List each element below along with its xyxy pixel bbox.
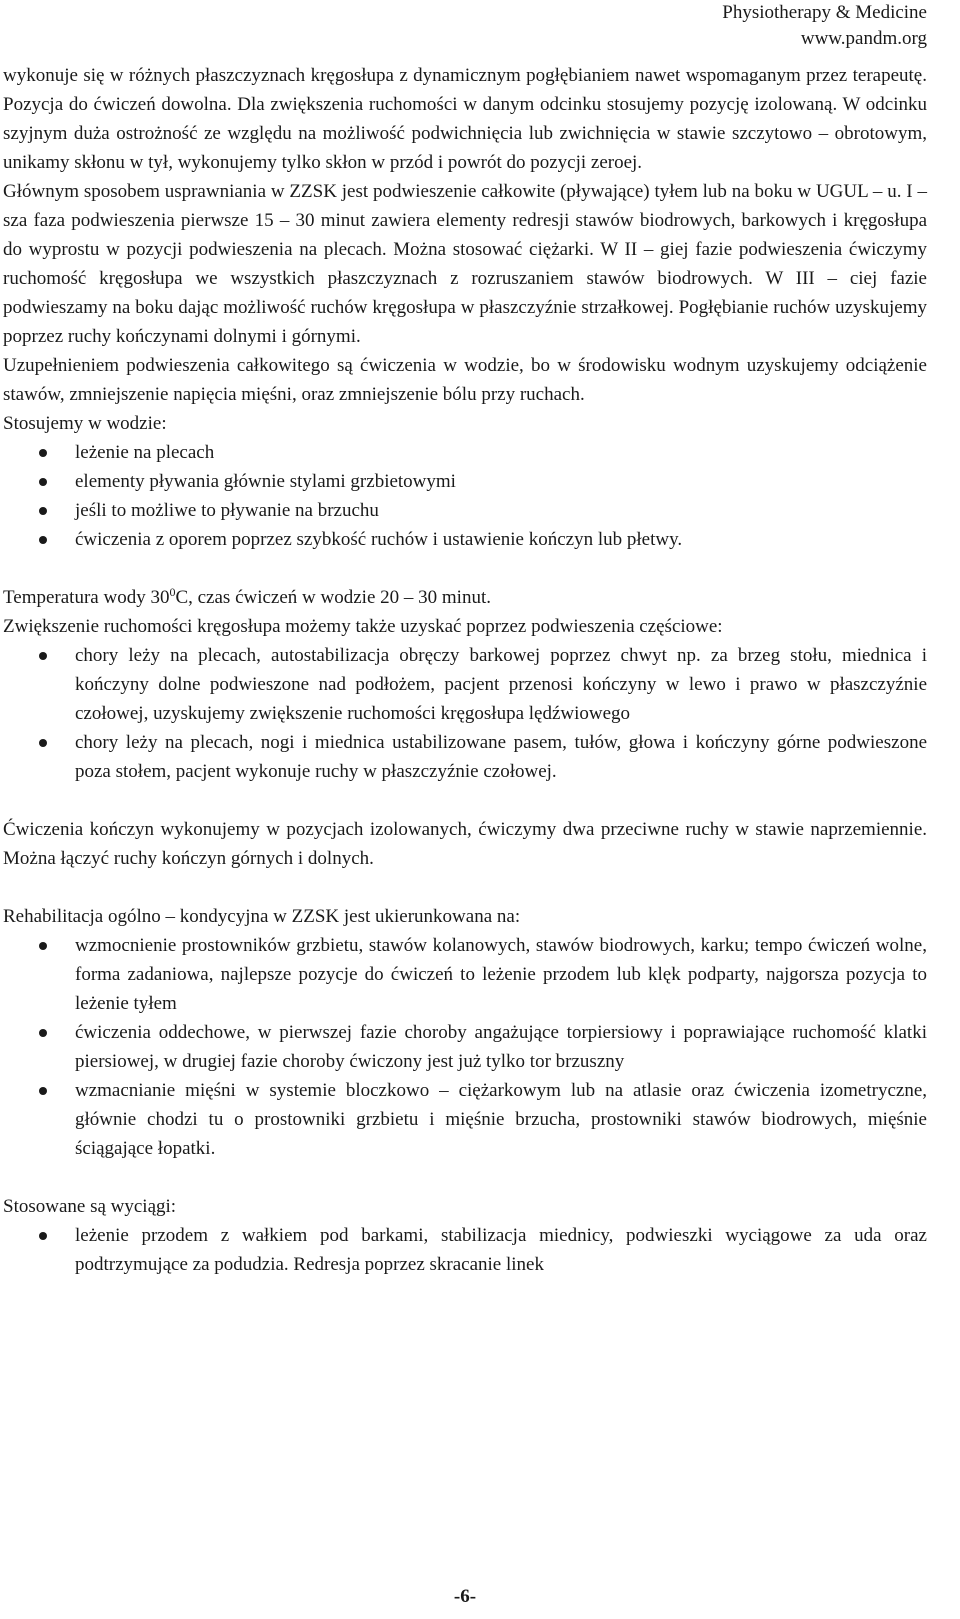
list-item: chory leży na plecach, nogi i miednica ustabilizowane pasem, tułów, głowa i kończyny górne podwieszone poza stołem, pacjent wykonuje ruchy w płaszczyźnie czołowej. bbox=[3, 728, 927, 786]
spacer bbox=[3, 873, 927, 902]
traction-list bbox=[3, 1221, 927, 1279]
degree-superscript: 0 bbox=[169, 585, 176, 599]
list-item: ćwiczenia oddechowe, w pierwszej fazie choroby angażujące torpiersiowy i poprawiające ruchomość klatki piersiowej, w drugiej fazie choroby ćwiczony jest już tylko tor brzuszny bbox=[3, 1018, 927, 1076]
list-item: leżenie przodem z wałkiem pod barkami, stabilizacja miednicy, podwieszki wyciągowe za uda oraz podtrzymujące za podudzia. Redresja poprzez skracanie linek bbox=[3, 1221, 927, 1279]
spacer bbox=[3, 1163, 927, 1192]
list-item: ćwiczenia z oporem poprzez szybkość ruchów i ustawienie kończyn lub płetwy. bbox=[3, 525, 927, 554]
list-item: chory leży na plecach, autostabilizacja obręczy barkowej poprzez chwyt np. za brzeg stołu, miednica i kończyny dolne podwieszone nad podłożem, pacjent przenosi kończyny w lewo i prawo w płaszczyźnie czołowej, uzyskujemy zwiększenie ruchomości kręgosłupa lędźwiowego bbox=[3, 641, 927, 728]
partial-suspension-intro: Zwiększenie ruchomości kręgosłupa możemy także uzyskać poprzez podwieszenia częściowe: bbox=[3, 616, 723, 637]
water-list bbox=[3, 438, 927, 554]
list-item: leżenie na plecach bbox=[3, 438, 927, 467]
journal-title: Physiotherapy & Medicine bbox=[722, 2, 927, 23]
rehab-list bbox=[3, 931, 927, 1163]
page-number: -6- bbox=[453, 1586, 477, 1607]
temperature-text-rest: C, czas ćwiczeń w wodzie 20 – 30 minut. bbox=[175, 587, 491, 608]
page-header bbox=[722, 0, 927, 52]
spacer bbox=[3, 786, 927, 815]
paragraph-mobility: wykonuje się w różnych płaszczyznach kręgosłupa z dynamicznym pogłębianiem nawet wspomaganym przez terapeutę. Pozycja do ćwiczeń dowolna. Dla zwiększenia ruchomości w danym odcinku stosujemy pozycję izolowaną. W odcinku szyjnym duża ostrożność ze względu na możliwość podwichnięcia lub zwichnięcia w stawie szczytowo – obrotowym, unikamy skłonu w tył, wykonujemy tylko skłon w przód i powrót do pozycji zeroej. bbox=[3, 65, 927, 173]
partial-suspension-list bbox=[3, 641, 927, 786]
list-item: jeśli to możliwe to pływanie na brzuchu bbox=[3, 496, 927, 525]
water-list-intro: Stosujemy w wodzie: bbox=[3, 413, 167, 434]
spacer bbox=[3, 554, 927, 583]
rehab-list-intro: Rehabilitacja ogólno – kondycyjna w ZZSK jest ukierunkowana na: bbox=[3, 906, 521, 927]
document-body bbox=[3, 61, 927, 1279]
temperature-text: Temperatura wody 30 bbox=[3, 587, 170, 608]
traction-list-intro: Stosowane są wyciągi: bbox=[3, 1196, 177, 1217]
water-temperature bbox=[3, 583, 927, 612]
journal-url: www.pandm.org bbox=[800, 28, 927, 49]
paragraph-water-exercise: Uzupełnieniem podwieszenia całkowitego są ćwiczenia w wodzie, bo w środowisku wodnym uzyskujemy odciążenie stawów, zmniejszenie napięcia mięśni, oraz zmniejszenie bólu przy ruchach. bbox=[3, 355, 927, 405]
paragraph-suspension: Głównym sposobem usprawniania w ZZSK jest podwieszenie całkowite (pływające) tyłem lub na boku w UGUL – u. I – sza faza podwieszenia pierwsze 15 – 30 minut zawiera elementy redresji stawów biodrowych, barkowych i kręgosłupa do wyprostu w pozycji podwieszenia na plecach. Można stosować ciężarki. W II – giej fazie podwieszenia ćwiczymy ruchomość kręgosłupa we wszystkich płaszczyznach z rozruszaniem stawów biodrowych. W III – ciej fazie podwieszamy na boku dając możliwość ruchów kręgosłupa w płaszczyźnie strzałkowej. Pogłębianie ruchów uzyskujemy poprzez ruchy kończynami dolnymi i górnymi. bbox=[3, 181, 927, 347]
paragraph-limb-exercises: Ćwiczenia kończyn wykonujemy w pozycjach izolowanych, ćwiczymy dwa przeciwne ruchy w stawie naprzemiennie. Można łączyć ruchy kończyn górnych i dolnych. bbox=[3, 819, 927, 869]
list-item: wzmocnienie prostowników grzbietu, stawów kolanowych, stawów biodrowych, karku; tempo ćwiczeń wolne, forma zadaniowa, najlepsze pozycje do ćwiczeń to leżenie przodem lub klęk podparty, najgorsza pozycja to leżenie tyłem bbox=[3, 931, 927, 1018]
list-item: elementy pływania głównie stylami grzbietowymi bbox=[3, 467, 927, 496]
list-item: wzmacnianie mięśni w systemie bloczkowo – ciężarkowym lub na atlasie oraz ćwiczenia izometryczne, głównie chodzi tu o prostowniki grzbietu i mięśnie brzucha, prostowniki stawów biodrowych, mięśnie ściągające łopatki. bbox=[3, 1076, 927, 1163]
